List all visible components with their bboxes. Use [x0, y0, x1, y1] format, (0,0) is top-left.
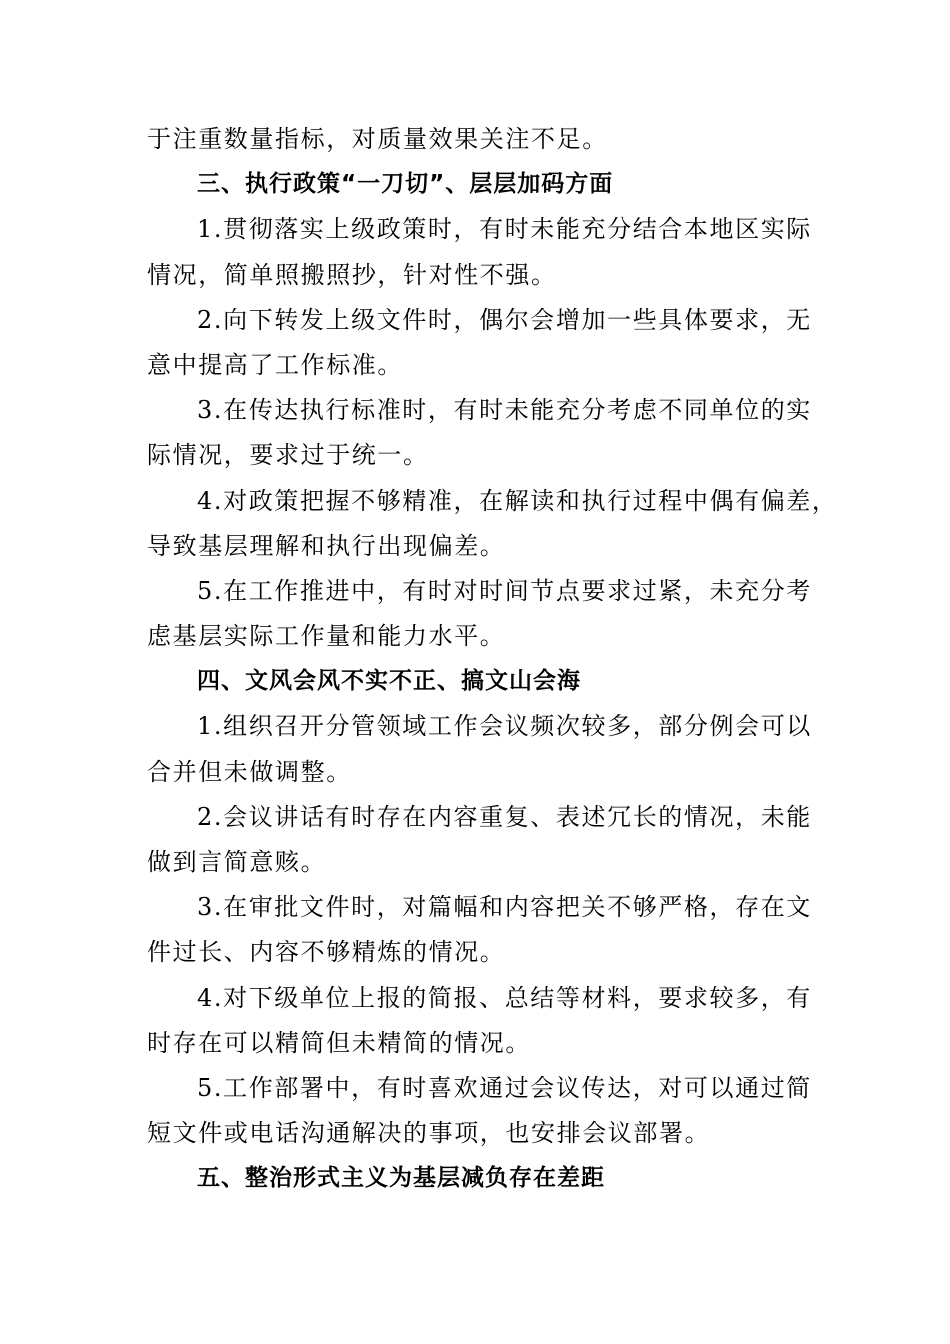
paragraph-line: 虑基层实际工作量和能力水平。	[147, 622, 506, 651]
paragraph-line: 件过长、内容不够精炼的情况。	[147, 938, 506, 967]
paragraph-line: 4.对下级单位上报的简报、总结等材料，要求较多，有	[197, 983, 812, 1012]
paragraph-line: 于注重数量指标，对质量效果关注不足。	[147, 125, 608, 153]
paragraph-line: 际情况，要求过于统一。	[147, 441, 429, 470]
paragraph-line: 5.在工作推进中，有时对时间节点要求过紧，未充分考	[197, 576, 812, 605]
section-heading-4: 四、文风会风不实不正、搞文山会海	[197, 668, 581, 695]
paragraph-line: 做到言简意赅。	[147, 848, 327, 876]
paragraph-line: 2.向下转发上级文件时，偶尔会增加一些具体要求，无	[197, 305, 812, 334]
paragraph-line: 意中提高了工作标准。	[147, 350, 403, 379]
paragraph-line: 3.在传达执行标准时，有时未能充分考虑不同单位的实	[197, 396, 812, 425]
paragraph-line: 导致基层理解和执行出现偏差。	[147, 531, 506, 560]
paragraph-line: 3.在审批文件时，对篇幅和内容把关不够严格，存在文	[197, 893, 812, 922]
paragraph-line: 时存在可以精简但未精简的情况。	[147, 1028, 531, 1057]
paragraph-line: 4.对政策把握不够精准，在解读和执行过程中偶有偏差，	[197, 486, 838, 515]
paragraph-line: 1.组织召开分管领域工作会议频次较多，部分例会可以	[197, 712, 812, 741]
paragraph-line: 合并但未做调整。	[147, 757, 352, 786]
paragraph-line: 1.贯彻落实上级政策时，有时未能充分结合本地区实际	[197, 215, 812, 244]
section-heading-3: 三、执行政策“一刀切”、层层加码方面	[197, 171, 614, 198]
document-body	[147, 117, 838, 1202]
paragraph-line: 5.工作部署中，有时喜欢通过会议传达，对可以通过简	[197, 1073, 812, 1102]
paragraph-line: 2.会议讲话有时存在内容重复、表述冗长的情况，未能	[197, 802, 812, 831]
paragraph-line: 短文件或电话沟通解决的事项，也安排会议部署。	[147, 1119, 711, 1148]
section-heading-5: 五、整治形式主义为基层减负存在差距	[197, 1165, 605, 1192]
paragraph-line: 情况，简单照搬照抄，针对性不强。	[147, 260, 557, 289]
